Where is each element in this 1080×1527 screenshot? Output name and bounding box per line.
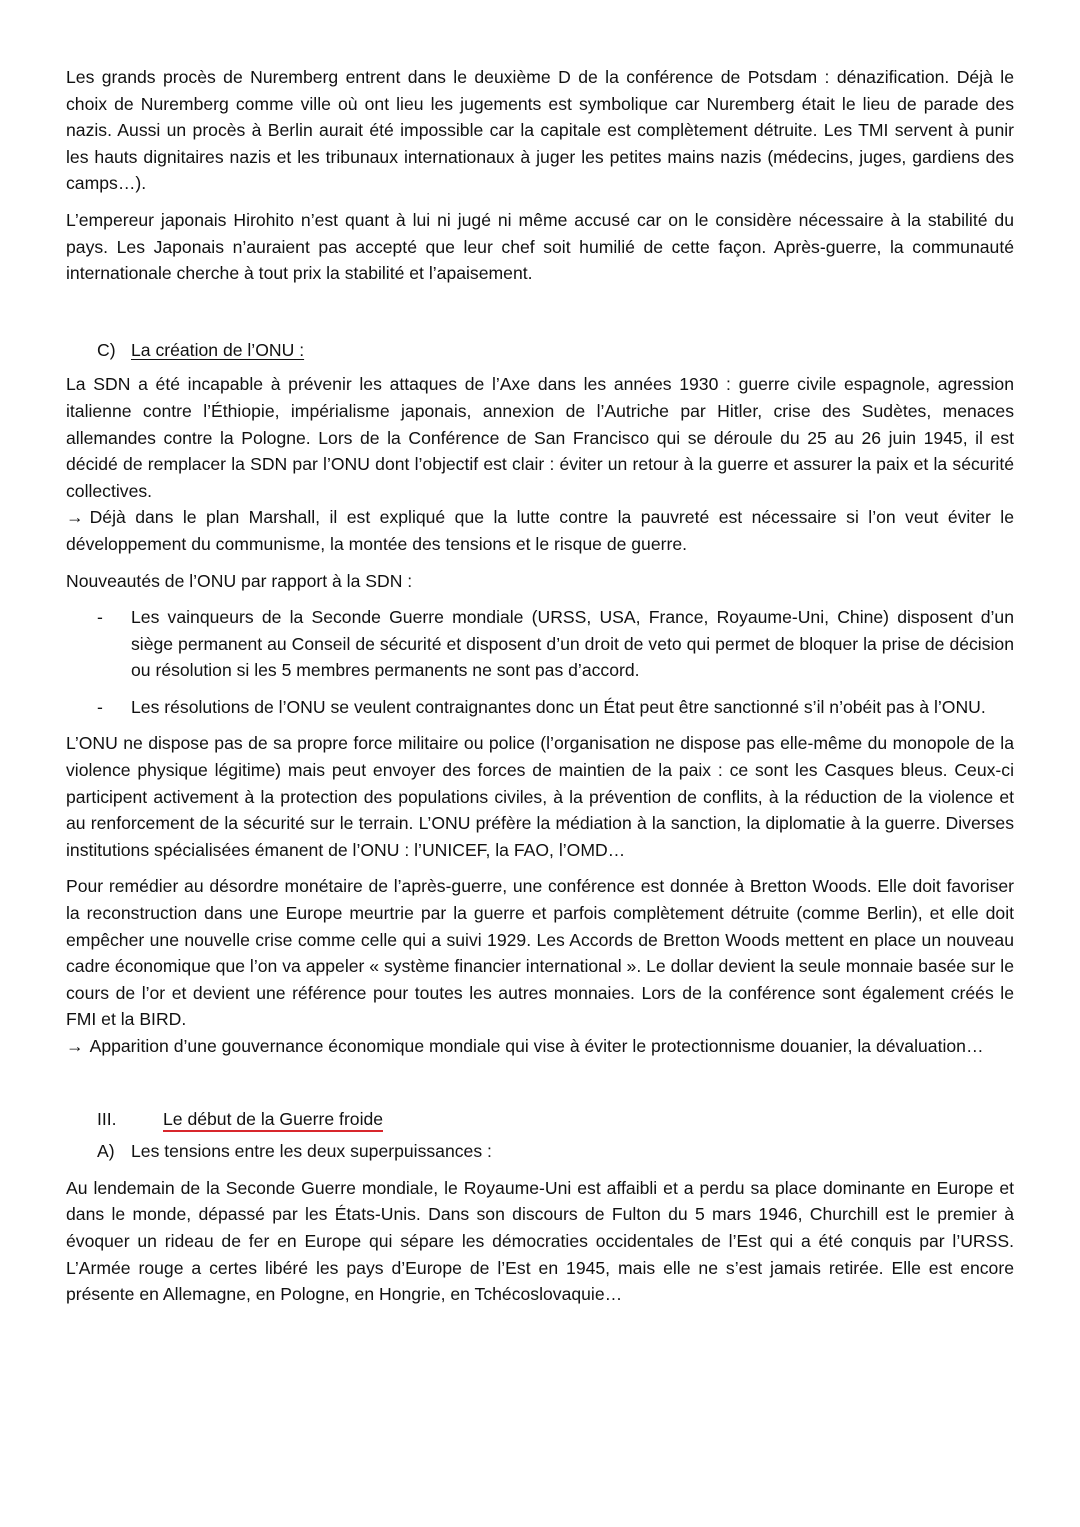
document-page (66, 64, 1014, 1318)
paragraph-gouvernance-text: Apparition d’une gouvernance économique mondiale qui vise à éviter le protectionnisme douanier, la dévaluation… (89, 1036, 984, 1056)
subsection-title: Les tensions entre les deux superpuissances : (131, 1141, 492, 1162)
arrow-right-icon: → (66, 1036, 84, 1056)
arrow-right-icon: → (66, 507, 84, 528)
paragraph-casques-bleus: L’ONU ne dispose pas de sa propre force militaire ou police (l’organisation ne dispose pas elle-même du monopole de la violence physique légitime) mais peut envoyer des forces de maintien de la paix : ce sont les Casques bleus. Ceux-ci participent activement à la protection des populations civiles, à la prévention de conflits, à la réduction de la violence et au renforcement de la sécurité sur le terrain. L’ONU préfère la médiation à la sanction, la diplomatie à la guerre. Diverses institutions spécialisées émanent de l’ONU : l’UNICEF, la FAO, l’OMD… (66, 733, 1014, 860)
paragraph-sdn: La SDN a été incapable à prévenir les attaques de l’Axe dans les années 1930 : guerre civile espagnole, agression italienne contre l’Éthiopie, impérialisme japonais, annexion de l’Autriche par Hitler, crise des Sudètes, menaces allemandes contre la Pologne. Lors de la Conférence de San Francisco qui se déroule du 25 au 26 juin 1945, il est décidé de remplacer la SDN par l’ONU dont l’objectif est clair : éviter un retour à la guerre et assurer la paix et la sécurité collectives. (66, 374, 1014, 501)
subsection-heading-a (66, 1138, 1014, 1165)
paragraph-gouvernance (66, 1033, 1014, 1060)
section-title: La création de l’ONU : (131, 339, 305, 360)
section-number: III. (97, 1108, 117, 1129)
paragraph-nouveautes-intro: Nouveautés de l’ONU par rapport à la SDN : (66, 570, 413, 591)
section-title: Le début de la Guerre froide (163, 1109, 383, 1132)
section-heading-iii (66, 1106, 1014, 1133)
dash-bullet-icon: - (97, 696, 103, 717)
bullet-list (66, 604, 1014, 720)
paragraph-hirohito: L’empereur japonais Hirohito n’est quant à lui ni jugé ni même accusé car on le considère nécessaire à la stabilité du pays. Les Japonais n’auraient pas accepté que leur chef soit humilié de cette façon. Après-guerre, la communauté internationale cherche à tout prix la stabilité et l’apaisement. (66, 209, 1014, 284)
subsection-number: A) (97, 1141, 115, 1162)
list-item-text: Les résolutions de l’ONU se veulent contraignantes donc un État peut être sanctionné s’il n’obéit pas à l’ONU. (131, 696, 986, 717)
section-heading-c (66, 337, 1014, 364)
list-item-text: Les vainqueurs de la Seconde Guerre mondiale (URSS, USA, France, Royaume-Uni, Chine) disposent d’un siège permanent au Conseil de sécurité et disposent d’un droit de veto qui permet de bloquer la prise de décision ou résolution si les 5 membres permanents ne sont pas d’accord. (131, 607, 1014, 681)
paragraph-fulton: Au lendemain de la Seconde Guerre mondiale, le Royaume-Uni est affaibli et a perdu sa place dominante en Europe et dans le monde, dépassé par les États-Unis. Dans son discours de Fulton du 5 mars 1946, Churchill est le premier à évoquer un rideau de fer en Europe qui sépare les démocraties occidentales de l’Est qui a été conquis par l’URSS. L’Armée rouge a certes libéré les pays d’Europe de l’Est en 1945, mais elle ne s’est jamais retirée. Elle est encore présente en Allemagne, en Pologne, en Hongrie, en Tchécoslovaquie… (66, 1177, 1014, 1305)
section-number: C) (97, 339, 116, 360)
list-item (66, 694, 1014, 721)
list-item (66, 604, 1014, 684)
paragraph-marshall (66, 504, 1014, 557)
paragraph-nuremberg: Les grands procès de Nuremberg entrent dans le deuxième D de la conférence de Potsdam : dénazification. Déjà le choix de Nuremberg comme ville où ont lieu les jugements est symbolique car Nuremberg était le lieu de parade des nazis. Aussi un procès à Berlin aurait été impossible car la capitale est complètement détruite. Les TMI servent à punir les hauts dignitaires nazis et les tribunaux internationaux à juger les petites mains nazis (médecins, juges, gardiens des camps…). (66, 67, 1014, 194)
dash-bullet-icon: - (97, 607, 103, 628)
paragraph-marshall-text: Déjà dans le plan Marshall, il est expliqué que la lutte contre la pauvreté est nécessaire si l’on veut éviter le développement du communisme, la montée des tensions et le risque de guerre. (66, 507, 1014, 554)
paragraph-bretton-woods: Pour remédier au désordre monétaire de l’après-guerre, une conférence est donnée à Bretton Woods. Elle doit favoriser la reconstruction dans une Europe meurtrie par la guerre et parfois complètement détruite (comme Berlin), et elle doit empêcher une nouvelle crise comme celle qui a suivi 1929. Les Accords de Bretton Woods mettent en place un nouveau cadre économique que l’on va appeler « système financier international ». Le dollar devient la seule monnaie basée sur le cours de l’or et devient une référence pour toutes les autres monnaies. Lors de la conférence sont également créés le FMI et la BIRD. (66, 876, 1014, 1030)
